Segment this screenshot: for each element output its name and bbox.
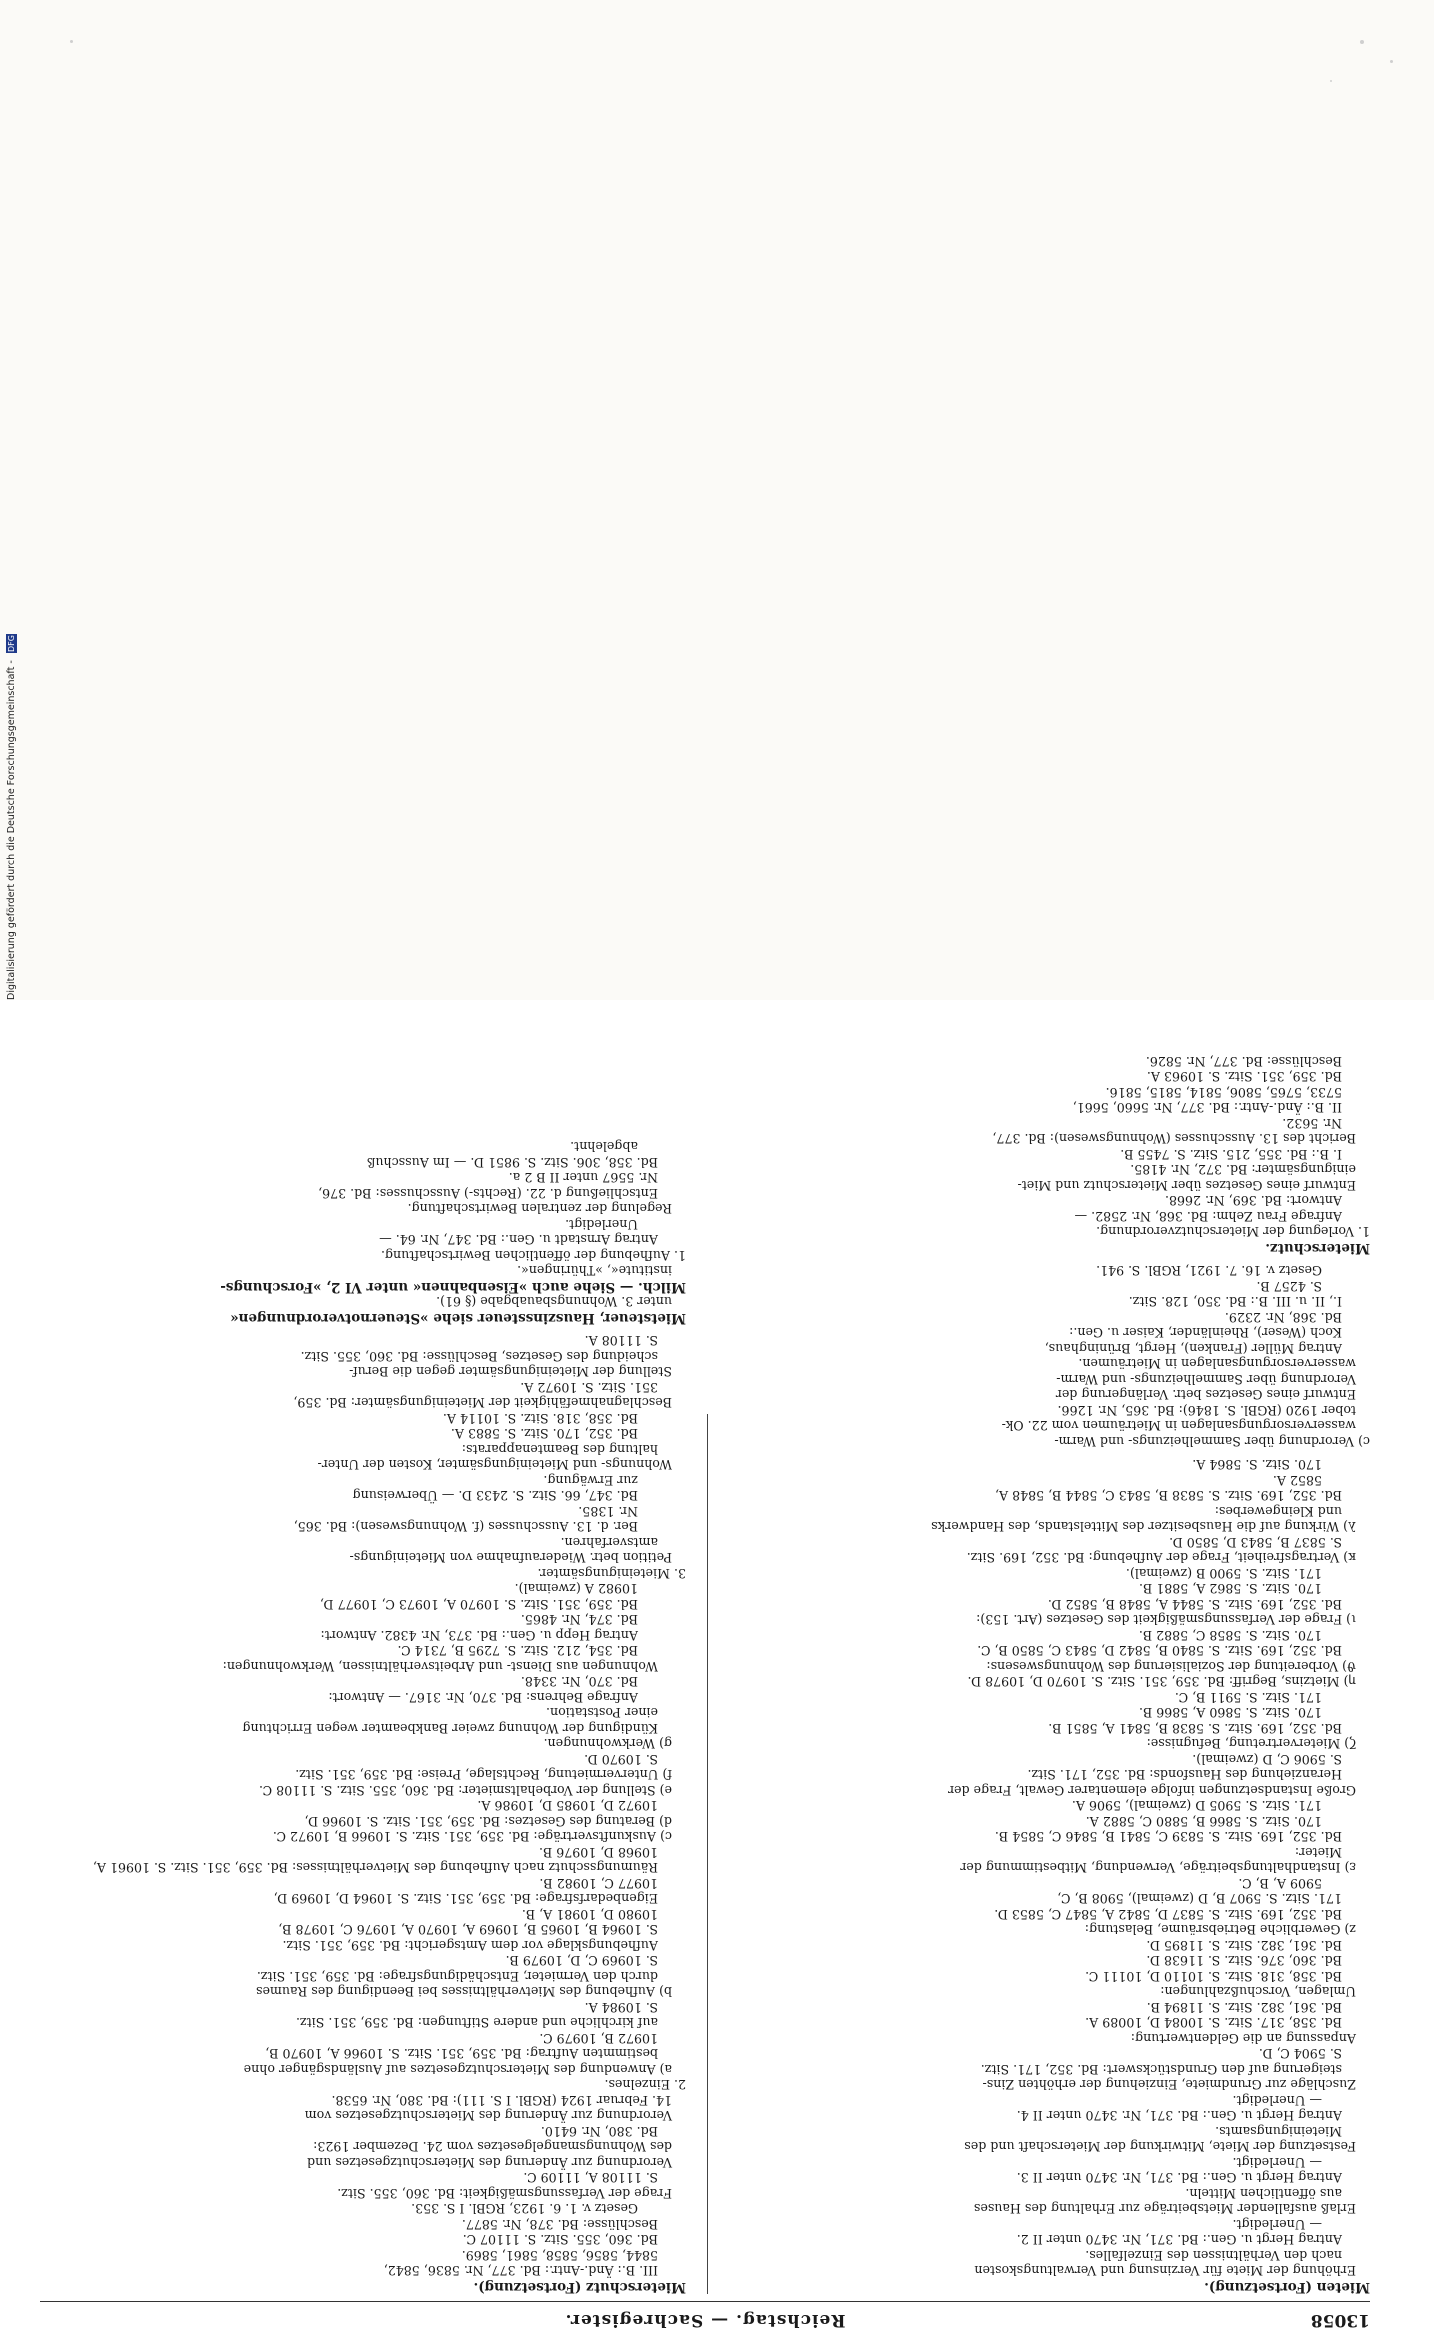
index-line: S. 11108 A, 11109 C.: [523, 2170, 658, 2186]
index-line: Zuschläge zur Grundmiete, Einziehung der erhöhten Zins-: [982, 2077, 1356, 2093]
header-rule: [40, 2301, 1370, 2302]
index-heading: Mieterschutz (Fortsetzung).: [473, 2279, 686, 2295]
index-line: Koch (Weser), Rheinländer, Kaiser u. Gen.:: [1069, 1325, 1342, 1341]
index-line: Bd. 360, 355. Sitz. S. 11107 C.: [462, 2232, 658, 2248]
index-line: unter 3. Wohnungsbauabgabe (§ 61).: [436, 1294, 672, 1310]
page-content: [40, 1054, 1370, 2330]
index-line: — Unerledigt.: [1232, 2093, 1322, 2108]
index-line: wasserversorgungsanlagen in Mieträumen.: [1078, 1356, 1356, 1372]
index-line: Bd. 352, 169. Sitz. S. 5837 D, 5842 A, 5847 C, 5853 D.: [994, 1907, 1342, 1922]
index-line: 171. Sitz. S. 5911 B, C.: [1174, 1690, 1322, 1705]
rotated-page: [40, 1000, 1370, 2330]
index-line: Bd. 380, Nr. 6410.: [540, 2124, 658, 2139]
index-line: S. 10969 C, D, 10979 B.: [505, 1953, 658, 1969]
right-column: [46, 1139, 686, 2295]
index-line: Gesetz v. 1. 6. 1923, RGBl. I S. 353.: [411, 2201, 638, 2217]
index-line: 14. Februar 1924 (RGBl. I S. 111): Bd. 380, Nr. 6538.: [331, 2093, 672, 2108]
page-title: Reichstag. — Sachregister.: [564, 2310, 846, 2330]
index-line: scheidung des Gesetzes, Beschlüsse: Bd. 360, 355. Sitz.: [300, 1349, 658, 1364]
index-line: einigungsämter: Bd. 372, Nr. 4185.: [1130, 1162, 1356, 1178]
index-line: aus öffentlichen Mitteln.: [1185, 2186, 1342, 2201]
index-line: c) Verordnung über Sammelheizungs- und Warm-: [1054, 1434, 1370, 1449]
index-line: Entwurf eines Gesetzes betr. Verlängerung der: [1055, 1387, 1356, 1403]
index-line: I. B.: Bd. 355, 215. Sitz. S. 7455 B.: [1120, 1147, 1342, 1162]
index-line: nach den Verhältnissen des Einzelfalles.: [1085, 2248, 1342, 2263]
index-line: — Unerledigt.: [1232, 2155, 1322, 2170]
index-line: Große Instandsetzungen infolge elementarer Gewalt, Frage der: [948, 1783, 1356, 1798]
index-line: Anpassung an die Geldentwertung:: [1130, 2031, 1356, 2046]
index-line: Bd. 352, 169. Sitz. S. 5839 C, 5841 B, 5846 C, 5854 B.: [994, 1829, 1342, 1845]
index-line: Bd. 360, 376. Sitz. S. 11638 D.: [1146, 1953, 1342, 1969]
index-line: Bd. 354, 212. Sitz. S. 7295 B, 7314 C.: [397, 1643, 638, 1659]
index-line: 5909 A, B, C.: [1238, 1876, 1322, 1891]
index-line: Antrag Hergt u. Gen.: Bd. 371, Nr. 3470 unter II 4.: [1016, 2108, 1342, 2124]
index-line: Mieteinigungsamts.: [1215, 2124, 1342, 2139]
index-line: Bd. 370, Nr. 3348.: [520, 1674, 638, 1690]
index-line: Verordnung zur Änderung des Mieterschutzgesetzes vom: [304, 2108, 672, 2124]
index-line: amtsverfahren.: [560, 1535, 658, 1550]
index-line: a) Anwendung des Mieterschutzgesetzes auf Ausländsgänger ohne: [243, 2062, 672, 2077]
index-line: Bd. 352, 169. Sitz. S. 5844 A, 5848 B, 5852 D.: [1047, 1597, 1342, 1612]
index-heading: Milch. — Siehe auch »Eisenbahnen« unter VI 2, »Forschungs-: [220, 1279, 686, 1295]
index-line: Frage der Verfassungsmäßigkeit: Bd. 360, 355. Sitz.: [337, 2186, 672, 2201]
index-line: Beschlagnahmefähigkeit der Mieteinigungsämter: Bd. 359,: [293, 1395, 672, 1411]
index-line: Bd. 352, 169. Sitz. S. 5838 B, 5841 A, 5851 B.: [1048, 1721, 1342, 1736]
index-line: 10972 D, 10985 D, 10986 A.: [477, 1798, 658, 1814]
index-line: S. 10970 D.: [584, 1752, 658, 1767]
index-line: des Wohnungsmangelgesetzes vom 24. Dezember 1923:: [313, 2139, 672, 2155]
index-line: η) Mietzins, Begriff: Bd. 359, 351. Sitz. S. 10970 D, 10978 D.: [967, 1674, 1356, 1690]
index-line: 170. Sitz. S. 5864 A.: [1192, 1457, 1322, 1473]
index-line: Bd. 358, 318. Sitz. S. 10114 A.: [442, 1411, 638, 1426]
index-line: Bd. 352, 169. Sitz. S. 5840 B, 5842 D, 5843 C, 5850 B, C.: [977, 1643, 1342, 1659]
index-line: Bd. 358, 317. Sitz. S. 10084 D, 10089 A.: [1085, 2015, 1342, 2031]
index-line: 170. Sitz. S. 5860 A, 5866 B.: [1138, 1705, 1322, 1721]
index-line: Kündigung der Wohnung zweier Bankbeamter wegen Errichtung: [242, 1721, 658, 1736]
index-line: Petition betr. Wiederaufnahme von Mieteinigungs-: [349, 1550, 672, 1566]
index-line: ι) Frage der Verfassungsmäßigkeit des Gesetzes (Art. 153):: [976, 1612, 1356, 1628]
index-line: Antrag Hergt u. Gen.: Bd. 371, Nr. 3470 unter II 3.: [1016, 2170, 1342, 2186]
index-line: III. B.: Änd.-Antr.: Bd. 377, Nr. 5836, 5842,: [383, 2263, 658, 2279]
index-line: 171. Sitz. S. 5905 D (zweimal), 5906 A.: [1071, 1798, 1322, 1814]
index-line: Entwurf eines Gesetzes über Mieterschutz und Miet-: [1017, 1178, 1356, 1193]
index-line: 171. Sitz. S. 5900 B (zweimal).: [1125, 1566, 1322, 1581]
index-line: 170. Sitz. S. 5866 B, 5880 C, 5882 A.: [1085, 1814, 1322, 1829]
index-heading: Mieten (Fortsetzung).: [1204, 2279, 1370, 2295]
index-line: S. 11108 A.: [584, 1333, 658, 1349]
index-line: Bd. 361, 382. Sitz. S. 11894 B.: [1146, 2000, 1342, 2015]
index-line: Beschlüsse: Bd. 377, Nr. 5826.: [1145, 1054, 1342, 1069]
index-line: 10980 D, 10981 A, B.: [521, 1907, 658, 1922]
index-line: b) Aufhebung des Mietverhältnisses bei Beendigung des Raumes: [256, 1984, 672, 2000]
index-heading: Mietsteuer, Hauszinssteuer siehe »Steuernotverordnungen«: [230, 1310, 686, 1326]
index-line: und Kleingewerbes:: [1214, 1504, 1342, 1519]
index-line: z) Gewerbliche Betriebsräume, Belastung:: [1084, 1922, 1356, 1938]
index-line: S. 10964 B, 10965 B, 10969 A, 10970 A, 10976 C, 10978 B,: [278, 1922, 658, 1938]
index-line: 3. Mieteinigungsämter.: [537, 1566, 686, 1581]
index-line: [730, 1449, 1370, 1457]
index-line: [730, 1255, 1370, 1263]
index-line: haltung des Beamtenapparats:: [461, 1442, 658, 1457]
index-line: 2. Einzelnes.: [604, 2077, 686, 2093]
index-line: Aufhebungsklage vor dem Amtsgericht: Bd. 359, 351. Sitz.: [282, 1938, 658, 1953]
index-line: S. 4257 B.: [1256, 1279, 1322, 1294]
index-line: Anfrage Frau Zehm: Bd. 368, Nr. 2582. —: [1074, 1209, 1342, 1224]
index-line: Räumungsschutz nach Aufhebung des Mietverhältnisses: Bd. 359, 351. Sitz. S. 10961 A,: [92, 1860, 658, 1876]
index-line: Erlaß ausfallender Mietsbeiträge zur Erhaltung des Hauses: [973, 2201, 1356, 2217]
index-line: 10977 C, 10982 B.: [539, 1876, 658, 1891]
scanned-page: [0, 0, 1434, 1000]
index-line: Bd. 358, 318. Sitz. S. 10110 D, 10111 C.: [1085, 1969, 1342, 1984]
index-line: Stellung der Mieteinigungsämter gegen die Beruf-: [349, 1364, 672, 1380]
index-line: 171. Sitz. S. 5907 B, D (zweimal), 5908 B, C,: [1057, 1891, 1342, 1907]
index-line: II. B.: Änd.-Antr.: Bd. 377, Nr. 5660, 5661,: [1072, 1100, 1342, 1116]
index-heading: Mieterschutz.: [1265, 1240, 1370, 1256]
index-line: durch den Vermieter, Entschädigungsfrage: Bd. 359, 351. Sitz.: [256, 1969, 658, 1984]
index-line: c) Auskunftsverträge: Bd. 359, 351. Sitz. S. 10966 B, 10972 C.: [272, 1829, 672, 1845]
index-line: 5844, 5856, 5858, 5861, 5869.: [461, 2248, 658, 2263]
index-line: 5733, 5765, 5806, 5814, 5815, 5816.: [1105, 1085, 1342, 1100]
index-line: 5852 A.: [1272, 1473, 1322, 1488]
index-line: Entschließung d. 22. (Rechts-) Ausschusses: Bd. 376,: [318, 1186, 658, 1201]
index-line: Erhöhung der Miete für Verzinsung und Verwaltungskosten: [974, 2263, 1356, 2279]
index-line: Heranziehung des Hausfonds: Bd. 352, 171. Sitz.: [1027, 1767, 1342, 1783]
index-line: 170. Sitz. S. 5858 C, 5882 B.: [1138, 1628, 1322, 1643]
index-line: abgelehnt.: [570, 1139, 638, 1155]
index-line: — Unerledigt.: [1232, 2217, 1322, 2232]
index-line: Anfrage Behrens: Bd. 370, Nr. 3167. — Antwort:: [328, 1690, 638, 1705]
index-line: bestimmten Auftrag: Bd. 359, 351. Sitz. S. 10966 A, 10970 B,: [265, 2046, 658, 2062]
index-line: Antrag Hergt u. Gen.: Bd. 371, Nr. 3470 unter II 2.: [1016, 2232, 1342, 2248]
index-line: Bd. 358, 306. Sitz. S. 9851 D. — Im Ausschuß: [367, 1155, 658, 1170]
index-line: einer Poststation.: [546, 1705, 658, 1721]
index-line: 10968 D, 10976 B.: [538, 1845, 658, 1860]
index-line: Unerledigt.: [565, 1217, 638, 1232]
digitization-credit: [6, 600, 20, 1000]
index-line: Bericht des 13. Ausschusses (Wohnungswesen): Bd. 377,: [992, 1131, 1356, 1147]
left-column: [730, 1054, 1370, 2295]
index-line: Regelung der zentralen Bewirtschaftung.: [407, 1201, 672, 1217]
index-line: Verordnung zur Änderung des Mieterschutzgesetzes und: [307, 2155, 672, 2170]
index-line: Antrag Müller (Franken), Hergt, Brüninghaus,: [1044, 1341, 1342, 1356]
index-line: S. 5906 C, D (zweimal).: [1192, 1752, 1342, 1767]
index-line: Bd. 374, Nr. 4865.: [520, 1612, 638, 1628]
index-line: wasserversorgungsanlagen in Mieträumen vom 22. Ok-: [1001, 1418, 1356, 1434]
index-line: Beschlüsse: Bd. 378, Nr. 5877.: [461, 2217, 658, 2232]
index-line: institute«, »Thüringen«.: [517, 1263, 672, 1279]
index-line: Festsetzung der Miete, Mitwirkung der Mieterschaft und des: [964, 2139, 1356, 2155]
index-line: Bd. 361, 382. Sitz. S. 11895 D.: [1146, 1938, 1342, 1953]
page-header: [40, 2304, 1370, 2330]
index-line: e) Stellung der Vorbehaltsmieter: Bd. 360, 355. Sitz. S. 11108 C.: [258, 1783, 672, 1798]
index-line: Umlagen, Vorschußzahlungen:: [1160, 1984, 1356, 2000]
index-line: S. 5904 C, D.: [1258, 2046, 1342, 2062]
index-line: S. 5837 B, 5843 D, 5850 D.: [1169, 1535, 1342, 1550]
index-line: 170. Sitz. S. 5862 A, 5881 B.: [1138, 1581, 1322, 1597]
index-line: Nr. 1385.: [578, 1504, 638, 1519]
index-line: κ) Vertragsfreiheit, Frage der Aufhebung: Bd. 352, 169. Sitz.: [966, 1550, 1356, 1566]
index-line: Gesetz v. 16. 7. 1921, RGBl. S. 941.: [1096, 1263, 1322, 1279]
index-line: Nr. 5567 unter II B 2 a.: [508, 1170, 658, 1186]
index-line: f) Untervermietung, Rechtslage, Preise: Bd. 359, 351. Sitz.: [295, 1767, 672, 1783]
index-line: Wohnungs- und Mieteinigungsämter, Kosten der Unter-: [317, 1457, 672, 1473]
index-line: Bd. 347, 66. Sitz. S. 2433 D. — Überweisung: [352, 1488, 638, 1504]
index-line: 10972 B, 10979 C.: [539, 2031, 658, 2046]
page-number: 13058: [1310, 2310, 1370, 2330]
column-divider: [707, 1414, 708, 2294]
dfg-logo: DFG: [7, 635, 16, 653]
index-line: Bd. 359, 351. Sitz. S. 10963 A.: [1146, 1069, 1342, 1085]
index-line: Antwort: Bd. 369, Nr. 2668.: [1164, 1193, 1342, 1209]
index-line: Bd. 352, 170. Sitz. S. 5883 A.: [450, 1426, 638, 1442]
index-line: Mieter:: [1294, 1845, 1342, 1860]
index-line: ζ) Mietervertretung, Befugnisse:: [1146, 1736, 1356, 1752]
index-line: Wohnungen aus Dienst- und Arbeitsverhältnissen, Werkwohnungen:: [222, 1659, 658, 1674]
index-line: [46, 1325, 686, 1333]
index-line: λ) Wirkung auf die Hausbesitzer des Mittelstands, des Handwerks: [931, 1519, 1356, 1535]
index-line: Ber. d. 13. Ausschusses (f. Wohnungswesen): Bd. 365,: [293, 1519, 638, 1535]
index-line: zur Erwägung.: [543, 1473, 638, 1488]
index-line: tober 1920 (RGBl. S. 1846): Bd. 365, Nr. 1266.: [1057, 1403, 1356, 1418]
index-line: d) Beratung des Gesetzes: Bd. 359, 351. Sitz. S. 10966 D,: [304, 1814, 672, 1829]
index-line: Bd. 368, Nr. 2329.: [1224, 1310, 1342, 1325]
index-line: Verordnung über Sammelheizungs- und Warm-: [1056, 1372, 1356, 1387]
index-line: Antrag Hepp u. Gen.: Bd. 373, Nr. 4382. Antwort:: [320, 1628, 638, 1643]
index-line: Bd. 359, 351. Sitz. S. 10970 A, 10973 C, 10977 D,: [319, 1597, 638, 1612]
index-line: ϑ) Vorbereitung der Sozialisierung des Wohnungswesens:: [986, 1659, 1356, 1674]
index-line: Bd. 352, 169. Sitz. S. 5838 B, 5843 C, 5844 B, 5848 A,: [995, 1488, 1342, 1504]
index-line: 10982 A (zweimal).: [514, 1581, 638, 1597]
index-line: ε) Instandhaltungsbeiträge, Verwendung, Mitbestimmung der: [960, 1860, 1356, 1876]
index-line: I., II. u. III. B.: Bd. 350, 128. Sitz.: [1128, 1294, 1342, 1310]
index-line: Eigenbedarfsfrage: Bd. 359, 351. Sitz. S. 10964 D, 10969 D,: [273, 1891, 658, 1907]
index-line: g) Werkwohnungen.: [543, 1736, 672, 1752]
index-line: Antrag Arnstadt u. Gen.: Bd. 347, Nr. 64. —: [379, 1232, 658, 1248]
index-line: auf kirchliche und andere Stiftungen: Bd. 359, 351. Sitz.: [296, 2015, 658, 2031]
index-line: S. 10984 A.: [584, 2000, 658, 2015]
index-line: steigerung auf den Grundstückswert: Bd. 352, 171. Sitz.: [980, 2062, 1342, 2077]
index-line: 1. Aufhebung der öffentlichen Bewirtschaftung.: [380, 1248, 686, 1263]
index-line: 351. Sitz. S. 10972 A.: [520, 1380, 658, 1395]
index-line: Nr. 5632.: [1282, 1116, 1342, 1131]
digitization-credit-text: Digitalisierung gefördert durch die Deutsche Forschungsgemeinschaft -: [6, 660, 17, 1000]
index-line: 1. Vorlegung der Mieterschutzverordnung.: [1096, 1224, 1370, 1240]
